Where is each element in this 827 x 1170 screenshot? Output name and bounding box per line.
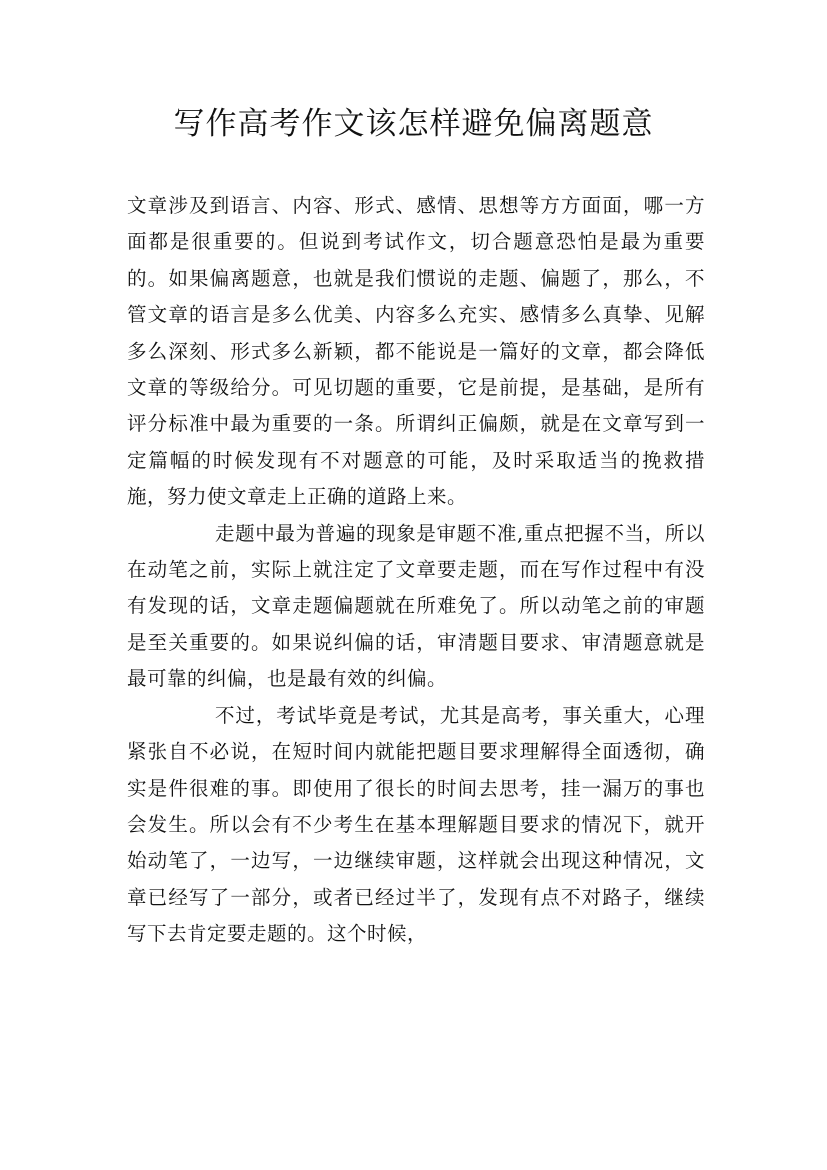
document-body xyxy=(127,188,705,953)
paragraph-2: 走题中最为普遍的现象是审题不准,重点把握不当，所以在动笔之前，实际上就注定了文章要走题，而在写作过程中有没有发现的话，文章走题偏题就在所难免了。所以动笔之前的审题是至关重要的。如果说纠偏的话，审清题目要求、审清题意就是最可靠的纠偏，也是最有效的纠偏。 xyxy=(127,521,705,691)
paragraph-1: 文章涉及到语言、内容、形式、感情、思想等方方面面，哪一方面都是很重要的。但说到考试作文，切合题意恐怕是最为重要的。如果偏离题意，也就是我们惯说的走题、偏题了，那么，不管文章的语言是多么优美、内容多么充实、感情多么真挚、见解多么深刻、形式多么新颖，都不能说是一篇好的文章，都会降低文章的等级给分。可见切题的重要，它是前提，是基础，是所有评分标准中最为重要的一条。所谓纠正偏颇，就是在文章写到一定篇幅的时候发现有不对题意的可能，及时采取适当的挽救措施，努力使文章走上正确的道路上来。 xyxy=(127,194,705,509)
document-title: 写作高考作文该怎样避免偏离题意 xyxy=(173,106,654,142)
paragraph-3: 不过，考试毕竟是考试，尤其是高考，事关重大，心理紧张自不必说，在短时间内就能把题目要求理解得全面透彻，确实是件很难的事。即使用了很长的时间去思考，挂一漏万的事也会发生。所以会有不少考生在基本理解题目要求的情况下，就开始动笔了，一边写，一边继续审题，这样就会出现这种情况，文章已经写了一部分，或者已经过半了，发现有点不对路子，继续写下去肯定要走题的。这个时候， xyxy=(127,703,705,946)
